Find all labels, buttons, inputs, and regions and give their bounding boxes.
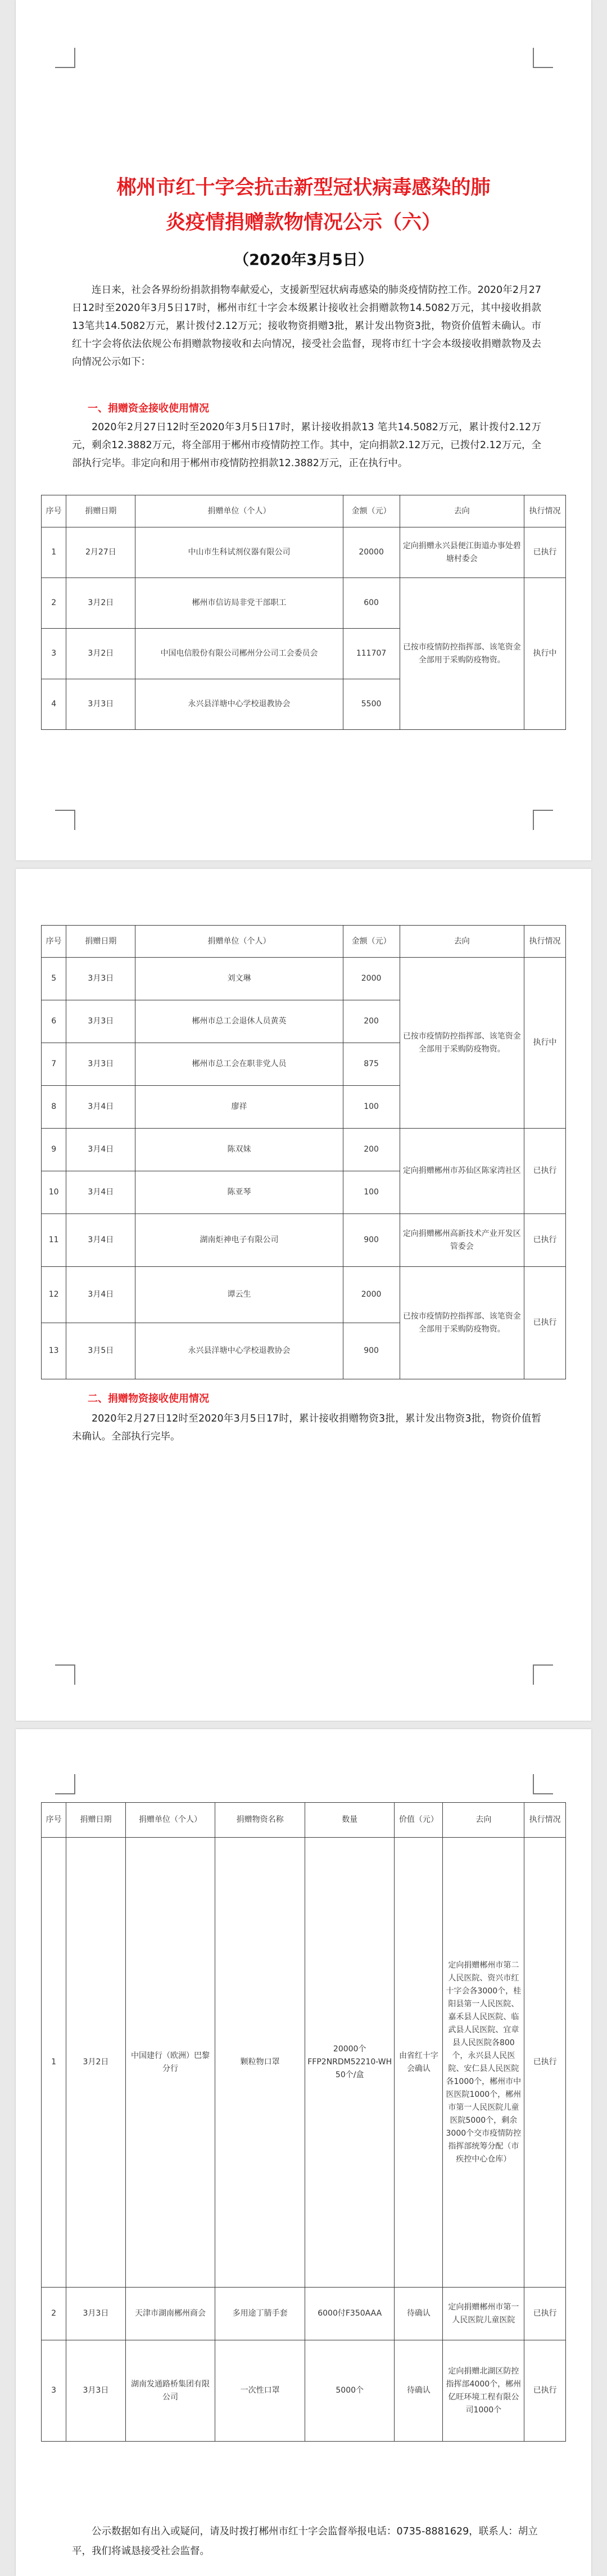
row-status: 执行中 <box>524 958 566 1129</box>
title-line-2: 炎疫情捐赠款物情况公示（六） <box>165 211 441 234</box>
row-status: 已执行 <box>524 1129 566 1214</box>
row-value: 待确认 <box>395 2340 443 2442</box>
row-donor: 中国建行（欧洲）巴黎分行 <box>125 1838 215 2288</box>
row-no: 6 <box>42 1000 66 1043</box>
row-donor: 郴州市总工会在职非党人员 <box>135 1043 343 1086</box>
row-date: 3月4日 <box>66 1129 135 1171</box>
header-value: 价值（元） <box>395 1803 443 1838</box>
crop-mark-bottom-left <box>55 1664 75 1685</box>
row-donor: 永兴县洋塘中心学校退教协会 <box>135 679 343 730</box>
document-page-1 <box>16 0 591 860</box>
row-destination: 定向捐赠郴州市苏仙区陈家湾社区 <box>400 1129 524 1214</box>
row-destination: 定向捐赠永兴县便江街道办事处碧塘村委会 <box>400 527 524 578</box>
table-header-row <box>42 495 566 527</box>
row-amount: 100 <box>343 1086 400 1129</box>
header-donor: 捐赠单位（个人） <box>125 1803 215 1838</box>
row-status: 执行中 <box>524 578 566 730</box>
table-row <box>42 958 566 1000</box>
row-status: 已执行 <box>524 1838 566 2288</box>
row-date: 3月4日 <box>66 1267 135 1323</box>
table-row <box>42 1129 566 1171</box>
table-header-row <box>42 1803 566 1838</box>
row-donor: 永兴县洋塘中心学校退教协会 <box>135 1323 343 1379</box>
header-donor: 捐赠单位（个人） <box>135 926 343 958</box>
header-no: 序号 <box>42 926 66 958</box>
row-no: 4 <box>42 679 66 730</box>
row-destination: 已按市疫情防控指挥部、该笔资金全部用于采购防疫物资。 <box>400 1267 524 1379</box>
row-date: 3月3日 <box>66 958 135 1000</box>
table-row <box>42 2288 566 2340</box>
row-status: 已执行 <box>524 1214 566 1267</box>
header-date: 捐赠日期 <box>66 926 135 958</box>
row-no: 1 <box>42 527 66 578</box>
row-no: 5 <box>42 958 66 1000</box>
row-date: 3月4日 <box>66 1086 135 1129</box>
row-donor: 谭云生 <box>135 1267 343 1323</box>
row-amount: 111707 <box>343 629 400 679</box>
crop-mark-top-right <box>533 1774 553 1794</box>
row-amount: 20000 <box>343 527 400 578</box>
crop-mark-bottom-right <box>533 810 553 830</box>
crop-mark-top-left <box>55 1774 75 1794</box>
row-status: 已执行 <box>524 1267 566 1379</box>
intro-paragraph: 连日来，社会各界纷纷捐款捐物奉献爱心，支援新型冠状病毒感染的肺炎疫情防控工作。2020年2月27日12时至2020年3月5日17时，郴州市红十字会本级累计接收社会捐赠款物14.5082万元，其中接收捐款13笔共14.5082万元，累计拨付2.12万元；接收物资捐赠3批，累计发出物资3批，物资价值暂未确认。市红十字会将依法依规公布捐赠款物接收和去向情况，接受社会监督，现将市红十字会本级接收捐赠款物及去向情况公示如下： <box>72 285 541 368</box>
row-amount: 5500 <box>343 679 400 730</box>
row-date: 3月5日 <box>66 1323 135 1379</box>
header-amount: 金额（元） <box>343 926 400 958</box>
row-amount: 100 <box>343 1171 400 1214</box>
row-no: 11 <box>42 1214 66 1267</box>
row-value: 由省红十字会确认 <box>395 1838 443 2288</box>
header-status: 执行情况 <box>524 926 566 958</box>
row-donor: 湖南发通路桥集团有限公司 <box>125 2340 215 2442</box>
table-row <box>42 527 566 578</box>
header-date: 捐赠日期 <box>66 1803 126 1838</box>
row-no: 2 <box>42 2288 66 2340</box>
row-date: 3月3日 <box>66 2340 126 2442</box>
header-destination: 去向 <box>400 926 524 958</box>
row-amount: 600 <box>343 578 400 629</box>
table-row <box>42 578 566 629</box>
row-amount: 875 <box>343 1043 400 1086</box>
row-donor: 中国电信股份有限公司郴州分公司工会委员会 <box>135 629 343 679</box>
section-2-paragraph: 2020年2月27日12时至2020年3月5日17时，累计接收捐赠物资3批，累计发出物资3批，物资价值暂未确认。全部执行完毕。 <box>72 1413 541 1442</box>
header-status: 执行情况 <box>524 1803 566 1838</box>
row-donor: 郴州市总工会退休人员黄英 <box>135 1000 343 1043</box>
row-status: 已执行 <box>524 2288 566 2340</box>
crop-mark-bottom-left <box>55 810 75 830</box>
crop-mark-top-right <box>533 48 553 68</box>
row-amount: 900 <box>343 1214 400 1267</box>
row-donor: 廖祥 <box>135 1086 343 1129</box>
row-item: 一次性口罩 <box>215 2340 305 2442</box>
row-donor: 陈亚琴 <box>135 1171 343 1214</box>
row-no: 10 <box>42 1171 66 1214</box>
row-destination: 已按市疫情防控指挥部、该笔资金全部用于采购防疫物资。 <box>400 578 524 730</box>
row-date: 3月4日 <box>66 1214 135 1267</box>
row-destination: 已按市疫情防控指挥部、该笔资金全部用于采购防疫物资。 <box>400 958 524 1129</box>
section-2-heading: 二、捐赠物资接收使用情况 <box>88 1393 209 1405</box>
header-amount: 金额（元） <box>343 495 400 527</box>
header-donor: 捐赠单位（个人） <box>135 495 343 527</box>
row-no: 9 <box>42 1129 66 1171</box>
row-item: 多用途丁腈手套 <box>215 2288 305 2340</box>
section-1-paragraph: 2020年2月27日12时至2020年3月5日17时，累计接收捐款13 笔共14.5082万元，累计拨付2.12万元，剩余12.3882万元，将全部用于郴州市疫情防控工作。其中，定向捐款2.12万元，已拨付2.12万元，全部执行完毕。非定向和用于郴州市疫情防控捐款12.3882万元，正在执行中。 <box>72 422 541 469</box>
header-status: 执行情况 <box>524 495 566 527</box>
money-donation-table-part-1 <box>41 495 566 730</box>
row-quantity: 5000个 <box>305 2340 395 2442</box>
row-status: 已执行 <box>524 2340 566 2442</box>
row-donor: 刘文琳 <box>135 958 343 1000</box>
row-date: 3月2日 <box>66 629 135 679</box>
row-donor: 陈双妹 <box>135 1129 343 1171</box>
row-date: 3月3日 <box>66 679 135 730</box>
header-no: 序号 <box>42 1803 66 1838</box>
table-row <box>42 1838 566 2288</box>
row-item: 颗粒物口罩 <box>215 1838 305 2288</box>
contact-footer: 公示数据如有出入或疑问，请及时拨打郴州市红十字会监督举报电话：0735-8881629，联系人：胡立平，我们将诚恳接受社会监督。 <box>72 2526 538 2557</box>
row-destination: 定向捐赠郴州高新技术产业开发区管委会 <box>400 1214 524 1267</box>
document-page-3 <box>16 1729 591 2576</box>
row-date: 3月2日 <box>66 1838 126 2288</box>
crop-mark-top-left <box>55 48 75 68</box>
row-no: 2 <box>42 578 66 629</box>
row-destination: 定向捐赠郴州市第一人民医院儿童医院 <box>443 2288 524 2340</box>
crop-mark-bottom-right <box>533 1664 553 1685</box>
header-destination: 去向 <box>443 1803 524 1838</box>
header-no: 序号 <box>42 495 66 527</box>
document-page-2 <box>16 869 591 1721</box>
row-no: 3 <box>42 2340 66 2442</box>
header-quantity: 数量 <box>305 1803 395 1838</box>
table-header-row <box>42 926 566 958</box>
document-title <box>56 170 551 240</box>
row-no: 13 <box>42 1323 66 1379</box>
section-1-heading: 一、捐赠资金接收使用情况 <box>88 403 209 414</box>
row-value: 待确认 <box>395 2288 443 2340</box>
goods-donation-table <box>41 1802 566 2442</box>
money-donation-table-part-2 <box>41 925 566 1379</box>
row-date: 3月2日 <box>66 578 135 629</box>
row-amount: 2000 <box>343 958 400 1000</box>
row-no: 7 <box>42 1043 66 1086</box>
row-destination: 定向捐赠北湖区防控指挥部4000个，郴州亿旺环境工程有限公司1000个 <box>443 2340 524 2442</box>
row-no: 8 <box>42 1086 66 1129</box>
header-item: 捐赠物资名称 <box>215 1803 305 1838</box>
publication-date: （2020年3月5日） <box>234 251 373 269</box>
row-donor: 郴州市信访局非党干部职工 <box>135 578 343 629</box>
row-no: 3 <box>42 629 66 679</box>
row-no: 12 <box>42 1267 66 1323</box>
table-row <box>42 1214 566 1267</box>
row-amount: 2000 <box>343 1267 400 1323</box>
row-date: 3月4日 <box>66 1171 135 1214</box>
header-destination: 去向 <box>400 495 524 527</box>
row-status: 已执行 <box>524 527 566 578</box>
row-amount: 200 <box>343 1129 400 1171</box>
row-quantity: 6000付F350AAA <box>305 2288 395 2340</box>
row-quantity: 20000个FFP2NRDM52210-WH 50个/盒 <box>305 1838 395 2288</box>
row-amount: 900 <box>343 1323 400 1379</box>
row-donor: 中山市生科试剂仪器有限公司 <box>135 527 343 578</box>
row-date: 3月3日 <box>66 1043 135 1086</box>
row-amount: 200 <box>343 1000 400 1043</box>
row-donor: 湖南炬神电子有限公司 <box>135 1214 343 1267</box>
row-date: 3月3日 <box>66 2288 126 2340</box>
header-date: 捐赠日期 <box>66 495 135 527</box>
row-donor: 天津市湖南郴州商会 <box>125 2288 215 2340</box>
row-date: 3月3日 <box>66 1000 135 1043</box>
title-line-1: 郴州市红十字会抗击新型冠状病毒感染的肺 <box>116 177 491 199</box>
table-row <box>42 2340 566 2442</box>
row-no: 1 <box>42 1838 66 2288</box>
row-destination: 定向捐赠郴州市第二人民医院、资兴市红十字会各3000个，桂阳县第一人民医院、嘉禾县人民医院、临武县人民医院、宜章县人民医院各800个，永兴县人民医院、安仁县人民医院各1000个，郴州市中医医院1000个，郴州市第一人民医院儿童医院5000个，剩余3000个交市疫情防控指挥部统筹分配（市疾控中心仓库） <box>443 1838 524 2288</box>
table-row <box>42 1267 566 1323</box>
row-date: 2月27日 <box>66 527 135 578</box>
